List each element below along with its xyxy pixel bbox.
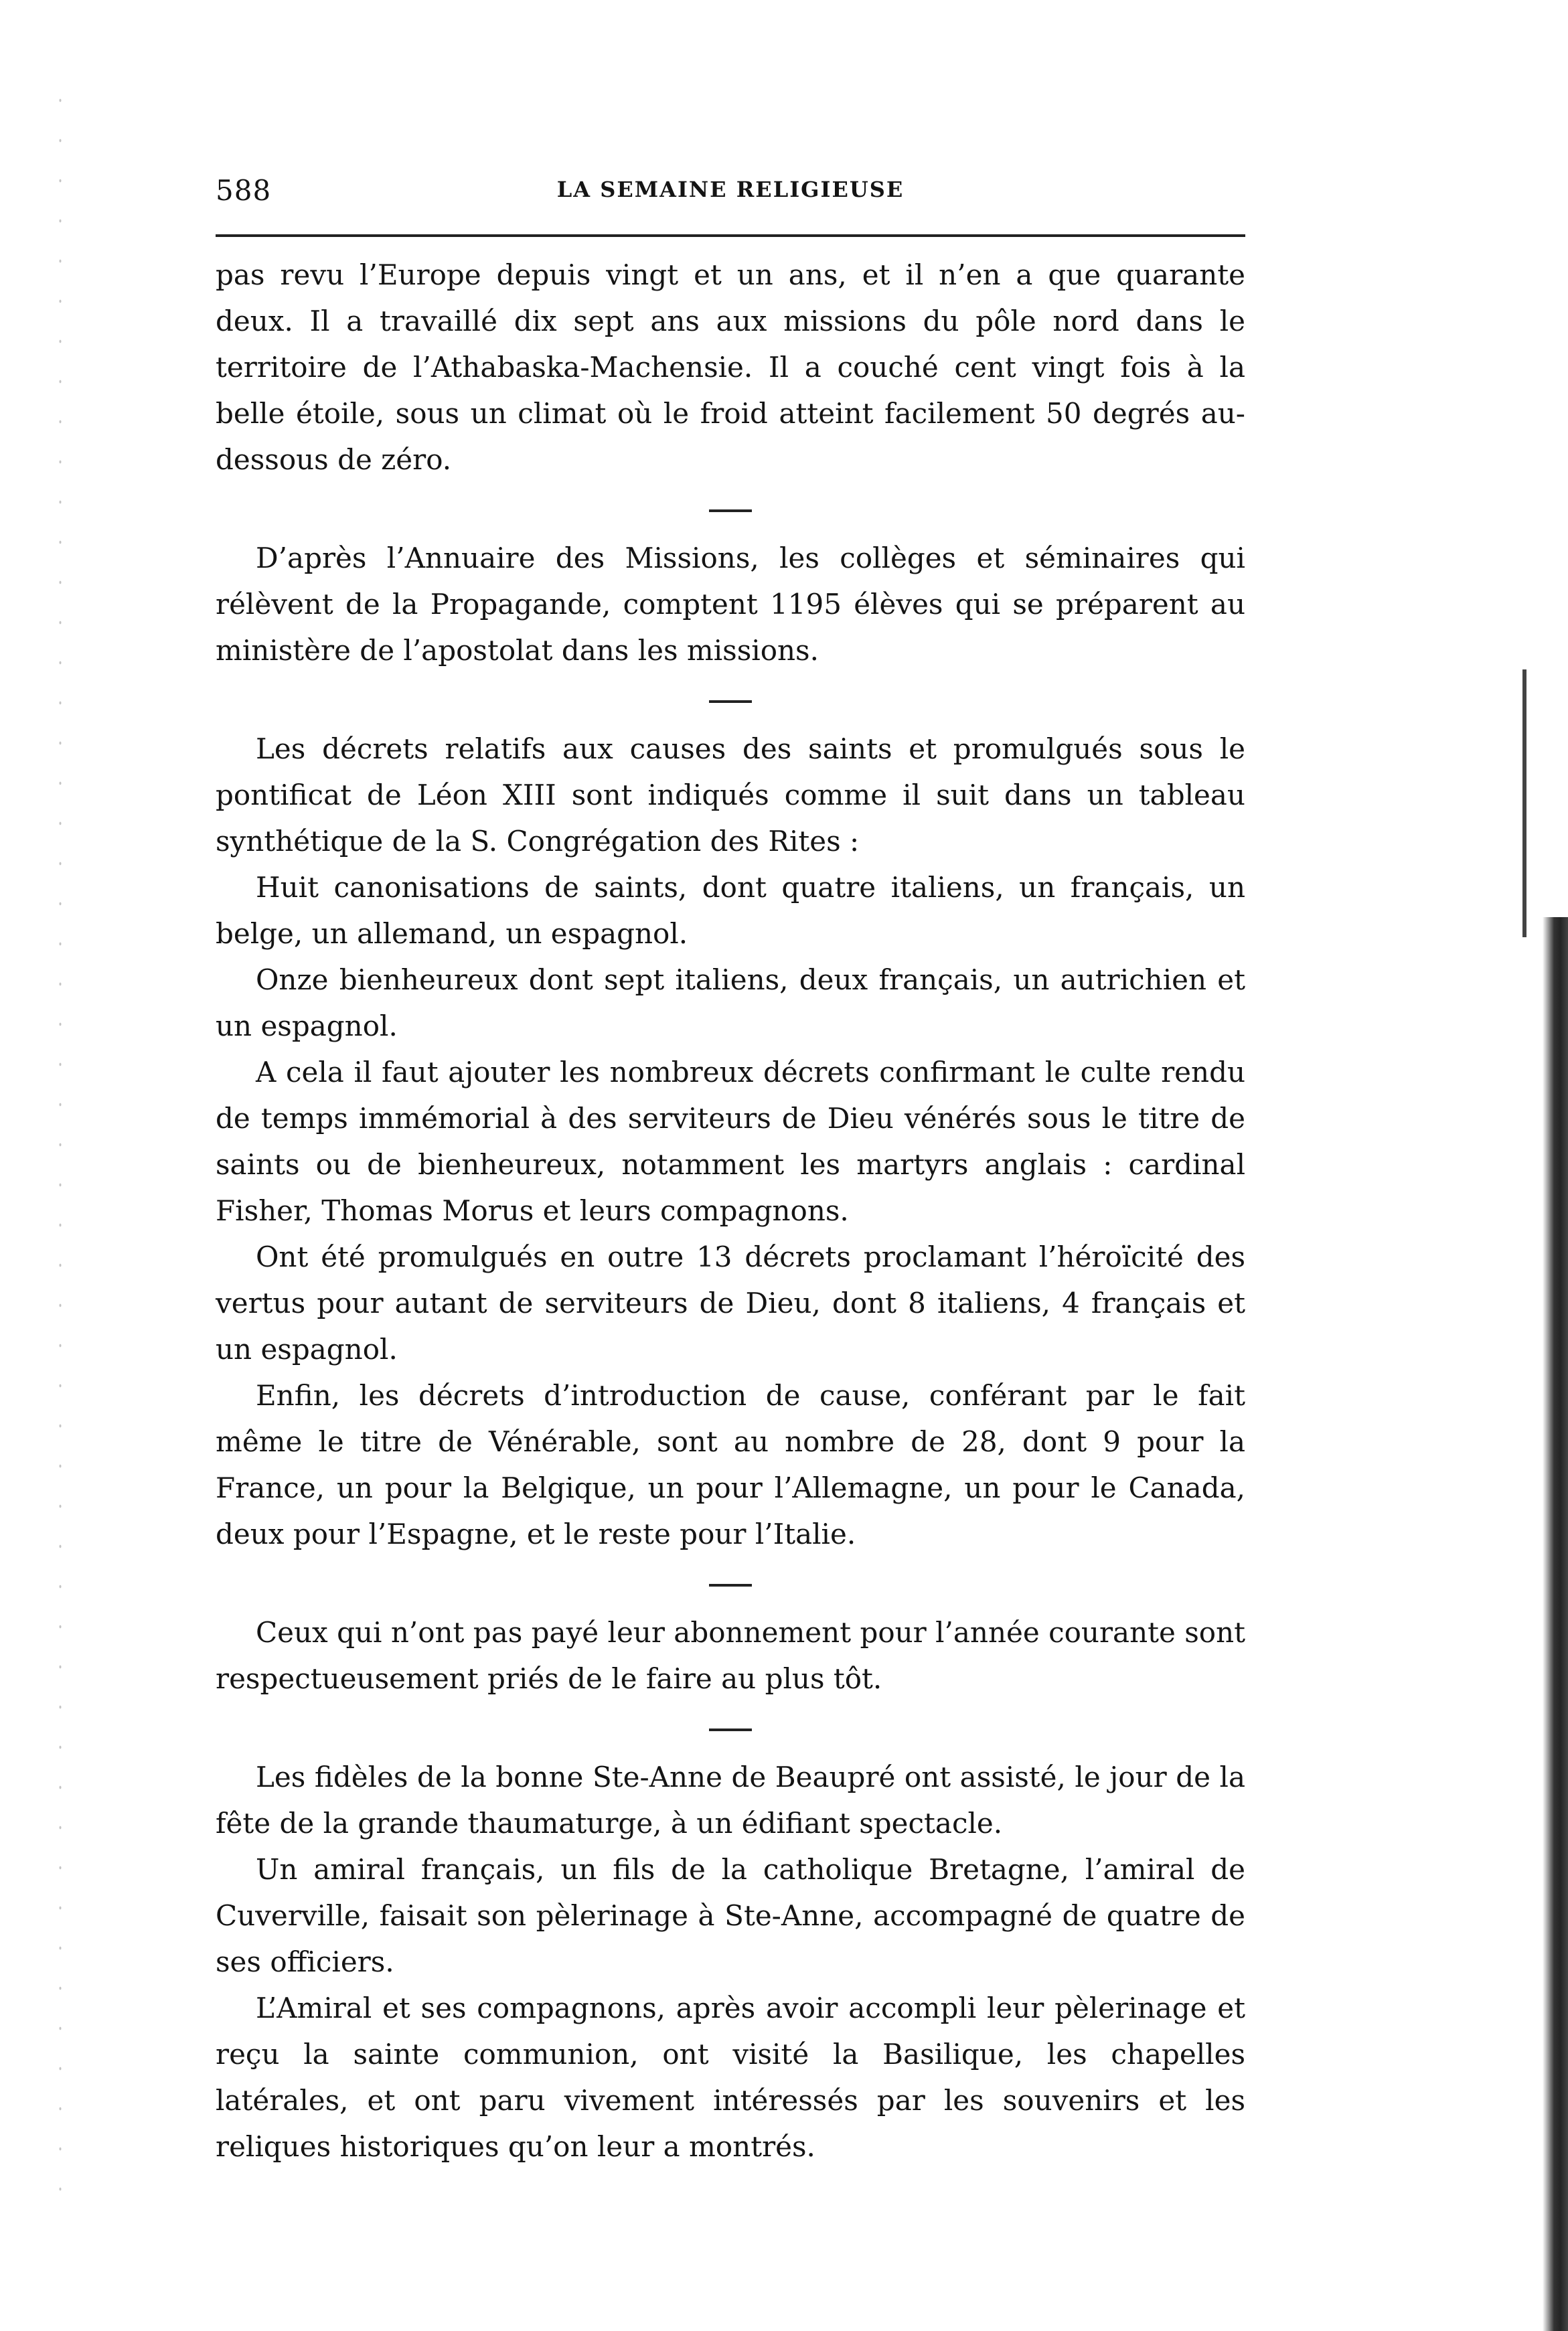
document-page <box>216 167 1245 2170</box>
scan-edge-line <box>1522 669 1526 937</box>
scan-margin-specks <box>47 80 74 2223</box>
running-title: LA SEMAINE RELIGIEUSE <box>556 177 905 202</box>
paragraph-culte: A cela il faut ajouter les nombreux décrets confirmant le culte rendu de temps immémorial à des serviteurs de Dieu vénérés sous le titre de saints ou de bienheureux, notamment les martyrs anglais : cardinal Fisher, Thomas Morus et leurs compagnons. <box>216 1056 1245 1227</box>
section-separator <box>709 1584 752 1587</box>
paragraph-venerable: Enfin, les décrets d’introduction de cause, conférant par le fait même le titre de Vénérable, sont au nombre de 28, dont 9 pour la France, un pour la Belgique, un pour l’Allemagne, un pour le Canada, deux pour l’Espagne, et le reste pour l’Italie. <box>216 1379 1245 1550</box>
section-separator <box>709 1729 752 1731</box>
paragraph-missionary: pas revu l’Europe depuis vingt et un ans, et il n’en a que quarante deux. Il a travaillé dix sept ans aux missions du pôle nord dans le territoire de l’Athabaska-Machensie. Il a couché cent vingt fois à la belle étoile, sous un climat où le froid atteint facilement 50 degrés au-dessous de zéro. <box>216 258 1245 476</box>
header-rule <box>216 234 1245 237</box>
paragraph-amiral: Un amiral français, un fils de la catholique Bretagne, l’amiral de Cuverville, faisait son pèlerinage à Ste-Anne, accompagné de quatre de ses officiers. <box>216 1853 1245 1978</box>
paragraph-ste-anne: Les fidèles de la bonne Ste-Anne de Beaupré ont assisté, le jour de la fête de la grande thaumaturge, à un édifiant spectacle. <box>216 1761 1245 1840</box>
paragraph-basilique: L’Amiral et ses compagnons, après avoir accompli leur pèlerinage et reçu la sainte communion, ont visité la Basilique, les chapelles latérales, et ont paru vivement intéressés par les souvenirs et les reliques historiques qu’on leur a montrés. <box>216 1992 1245 2163</box>
section-separator <box>709 509 752 512</box>
paragraph-annuaire: D’après l’Annuaire des Missions, les collèges et séminaires qui rélèvent de la Propagande, comptent 1195 élèves qui se préparent au ministère de l’apostolat dans les missions. <box>216 542 1245 667</box>
paragraph-canonisations: Huit canonisations de saints, dont quatre italiens, un français, un belge, un allemand, un espagnol. <box>216 871 1245 950</box>
paragraph-heroicite: Ont été promulgués en outre 13 décrets proclamant l’héroïcité des vertus pour autant de serviteurs de Dieu, dont 8 italiens, 4 français et un espagnol. <box>216 1240 1245 1366</box>
running-header <box>216 167 1245 214</box>
page-number: 588 <box>216 174 272 207</box>
paragraph-abonnement: Ceux qui n’ont pas payé leur abonnement pour l’année courante sont respectueusement priés de le faire au plus tôt. <box>216 1616 1245 1695</box>
section-separator <box>709 700 752 703</box>
scan-page-edge <box>1543 917 1568 2331</box>
paragraph-decrets: Les décrets relatifs aux causes des saints et promulgués sous le pontificat de Léon XIII sont indiqués comme il suit dans un tableau synthétique de la S. Congrégation des Rites : <box>216 732 1245 858</box>
paragraph-bienheureux: Onze bienheureux dont sept italiens, deux français, un autrichien et un espagnol. <box>216 963 1245 1042</box>
